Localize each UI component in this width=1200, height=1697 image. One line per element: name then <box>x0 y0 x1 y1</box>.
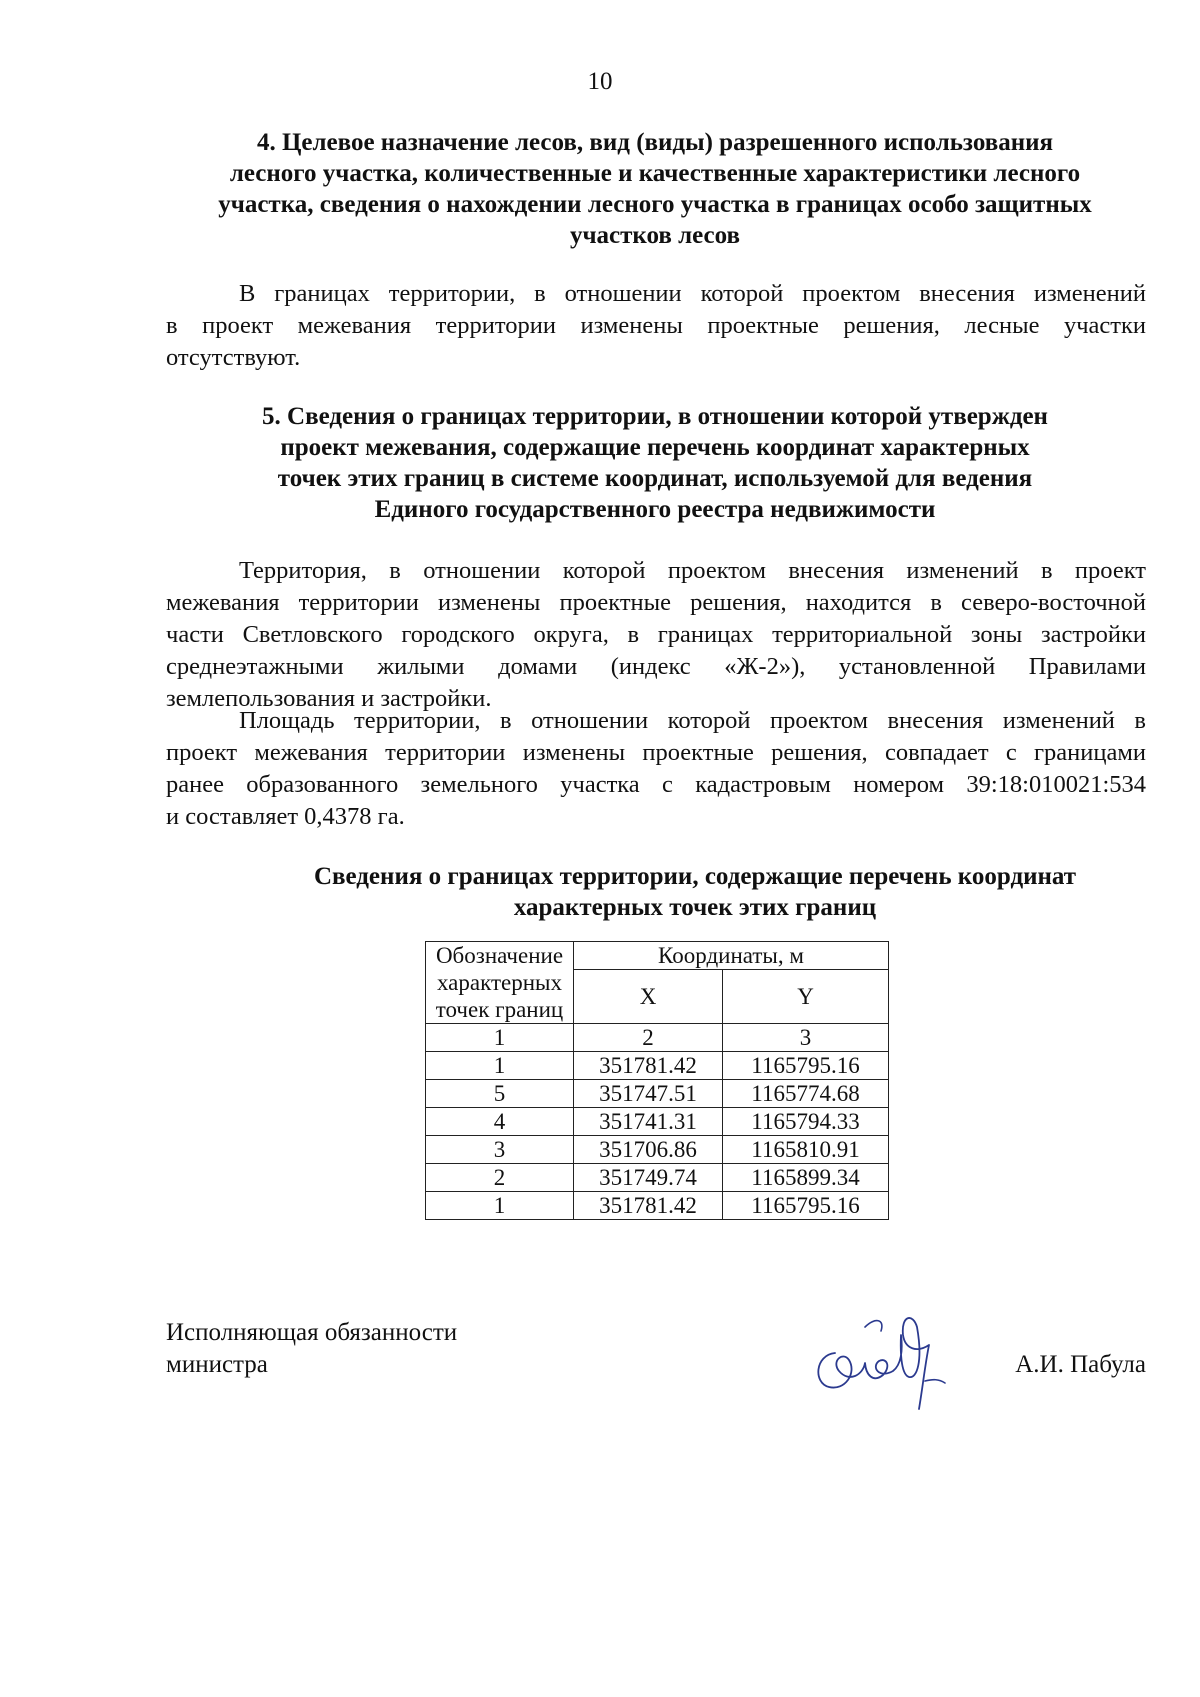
signatory-name: А.И. Пабула <box>1015 1351 1146 1378</box>
x-cell: 351706.86 <box>574 1136 723 1164</box>
section-4-paragraph <box>166 278 1146 374</box>
header-y-cell: Y <box>723 970 889 1024</box>
header-point-line: Обозначение <box>435 943 564 968</box>
paragraph-line: части Светловского городского округа, в границах территориальной зоны застройки <box>166 621 1146 648</box>
header-point-line: точек границ <box>435 997 564 1022</box>
column-number-cell: 2 <box>574 1024 723 1052</box>
paragraph-line: ранее образованного земельного участка с кадастровым номером 39:18:010021:534 <box>166 771 1146 798</box>
table-row <box>426 1080 889 1108</box>
section-5-heading <box>160 401 1150 525</box>
handwritten-signature <box>805 1305 955 1415</box>
signatory-position <box>166 1317 457 1381</box>
table-row <box>426 1192 889 1220</box>
y-cell: 1165795.16 <box>723 1192 889 1220</box>
heading-line: 4. Целевое назначение лесов, вид (виды) разрешенного использования <box>256 129 1054 156</box>
heading-line: Единого государственного реестра недвижимости <box>374 496 936 523</box>
heading-line: точек этих границ в системе координат, используемой для ведения <box>277 465 1033 492</box>
section-4-heading <box>160 127 1150 251</box>
point-cell: 3 <box>426 1136 574 1164</box>
y-cell: 1165794.33 <box>723 1108 889 1136</box>
paragraph-line: среднеэтажными жилыми домами (индекс «Ж-2»), установленной Правилами <box>166 653 1146 680</box>
paragraph-line: межевания территории изменены проектные решения, находится в северо-восточной <box>166 589 1146 616</box>
y-cell: 1165810.91 <box>723 1136 889 1164</box>
section-5-paragraph-1 <box>166 555 1146 715</box>
heading-line: 5. Сведения о границах территории, в отношении которой утвержден <box>262 403 1048 430</box>
table-row <box>426 1108 889 1136</box>
header-point-line: характерных <box>436 970 562 995</box>
x-cell: 351741.31 <box>574 1108 723 1136</box>
header-x-cell: X <box>574 970 723 1024</box>
table-title <box>200 861 1190 923</box>
header-point-cell <box>426 942 574 1024</box>
paragraph-line: Площадь территории, в отношении которой проектом внесения изменений в <box>239 707 1146 734</box>
signatory-position-line: министра <box>166 1351 268 1378</box>
point-cell: 1 <box>426 1192 574 1220</box>
table-header-row <box>426 942 889 970</box>
point-cell: 1 <box>426 1052 574 1080</box>
page-number: 10 <box>587 68 613 95</box>
x-cell: 351781.42 <box>574 1052 723 1080</box>
column-number-cell: 3 <box>723 1024 889 1052</box>
y-cell: 1165899.34 <box>723 1164 889 1192</box>
section-5-paragraph-2 <box>166 705 1146 833</box>
paragraph-line: отсутствуют. <box>166 344 301 371</box>
column-number-row <box>426 1024 889 1052</box>
heading-line: участка, сведения о нахождении лесного участка в границах особо защитных <box>218 191 1092 218</box>
paragraph-line: в проект межевания территории изменены проектные решения, лесные участки <box>166 312 1146 339</box>
paragraph-line: проект межевания территории изменены проектные решения, совпадает с границами <box>166 739 1146 766</box>
heading-line: проект межевания, содержащие перечень координат характерных <box>280 434 1030 461</box>
point-cell: 4 <box>426 1108 574 1136</box>
heading-line: лесного участка, количественные и качественные характеристики лесного <box>229 160 1081 187</box>
x-cell: 351749.74 <box>574 1164 723 1192</box>
table-title-line: характерных точек этих границ <box>513 894 877 921</box>
header-coordinates-cell: Координаты, м <box>574 942 889 970</box>
table-row <box>426 1164 889 1192</box>
paragraph-line: и составляет 0,4378 га. <box>166 803 405 830</box>
table-row <box>426 1052 889 1080</box>
signatory-position-line: Исполняющая обязанности <box>166 1319 458 1346</box>
column-number-cell: 1 <box>426 1024 574 1052</box>
x-cell: 351747.51 <box>574 1080 723 1108</box>
table-row <box>426 1136 889 1164</box>
table-title-line: Сведения о границах территории, содержащие перечень координат <box>313 863 1077 890</box>
coordinates-table <box>425 941 889 1220</box>
x-cell: 351781.42 <box>574 1192 723 1220</box>
y-cell: 1165774.68 <box>723 1080 889 1108</box>
y-cell: 1165795.16 <box>723 1052 889 1080</box>
point-cell: 2 <box>426 1164 574 1192</box>
point-cell: 5 <box>426 1080 574 1108</box>
paragraph-line: Территория, в отношении которой проектом внесения изменений в проект <box>239 557 1146 584</box>
heading-line: участков лесов <box>569 222 741 249</box>
paragraph-line: В границах территории, в отношении которой проектом внесения изменений <box>239 280 1146 307</box>
paragraph-line: землепользования и застройки. <box>166 685 492 712</box>
